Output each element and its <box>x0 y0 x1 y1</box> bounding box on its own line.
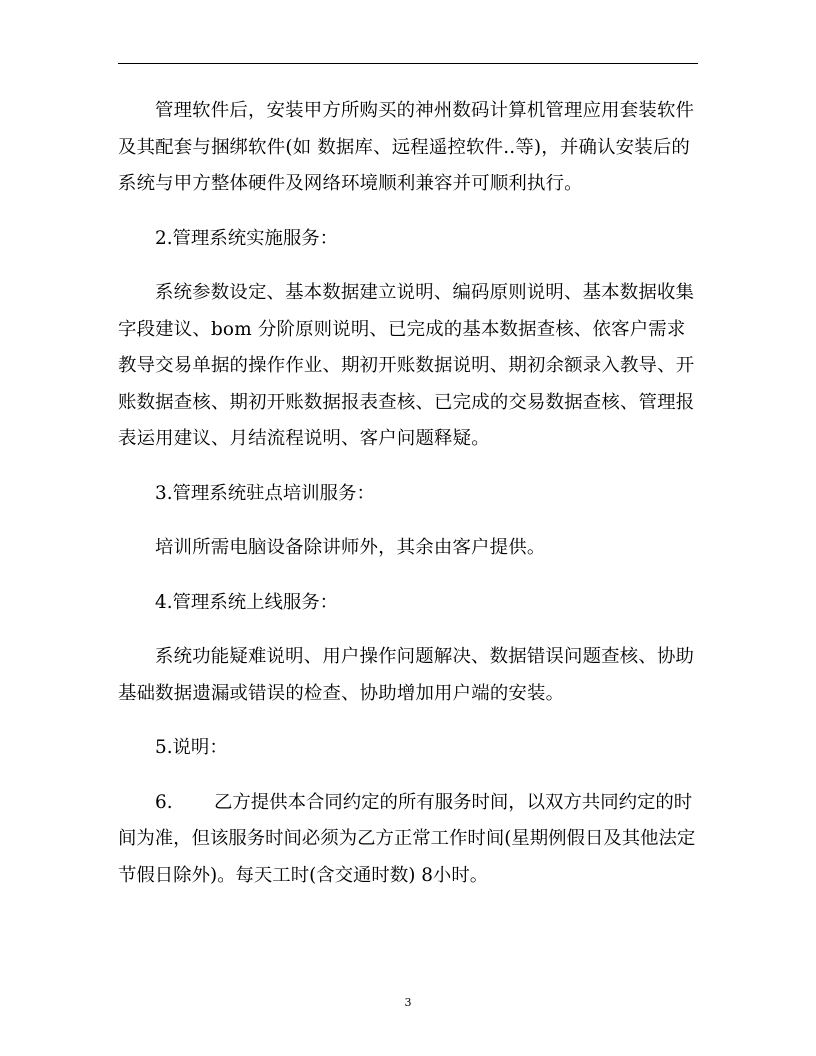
heading-onsite-training: 3.管理系统驻点培训服务： <box>155 482 375 504</box>
paragraph-implementation-details: 系统参数设定、基本数据建立说明、编码原则说明、基本数据收集字段建议、bom 分阶原则说明、已完成的基本数据查核、依客户需求教导交易单据的操作作业、期初开账数据说明、期初余额录入教导、开账数据查核、期初开账数据报表查核、已完成的交易数据查核、管理报表运用建议、月结流程说明、客户问题释疑。 <box>118 282 695 449</box>
paragraph-go-live-details: 系统功能疑难说明、用户操作问题解决、数据错误问题查核、协助基础数据遗漏或错误的检查、协助增加用户端的安装。 <box>118 646 695 704</box>
list-item-service-time <box>118 785 702 895</box>
paragraph-training-equipment: 培训所需电脑设备除讲师外，其余由客户提供。 <box>155 537 546 558</box>
list-item-text: 乙方提供本合同约定的所有服务时间，以双方共同约定的时间为准，但该服务时间必须为乙方正常工作时间(星期例假日及其他法定节假日除外)。每天工时(含交通时数) 8小时。 <box>118 791 696 886</box>
heading-implementation-service: 2.管理系统实施服务： <box>155 227 339 249</box>
page-number: 3 <box>404 996 412 1009</box>
paragraph-installation: 管理软件后，安装甲方所购买的神州数码计算机管理应用套装软件及其配套与捆绑软件(如 数据库、远程遥控软件..等)，并确认安装后的系统与甲方整体硬件及网络环境顺利兼容并可顺利执行。 <box>118 100 695 194</box>
list-item-number: 6. <box>155 791 173 813</box>
heading-notes: 5.说明： <box>155 737 228 758</box>
heading-go-live-service: 4.管理系统上线服务： <box>155 591 339 613</box>
header-rule <box>118 63 698 64</box>
document-body <box>118 93 702 894</box>
